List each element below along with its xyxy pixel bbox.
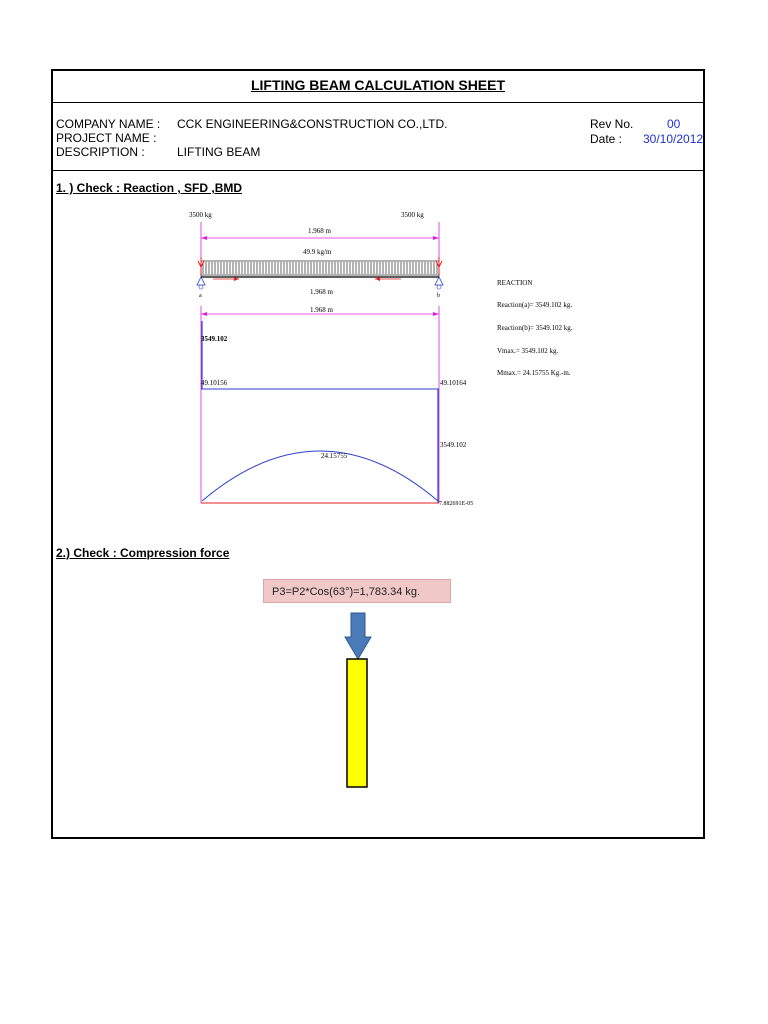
span-low-label: 1.968 m [310,306,333,314]
span-top-label: 1.968 m [308,227,331,235]
company-value: CCK ENGINEERING&CONSTRUCTION CO.,LTD. [177,117,448,131]
calculation-sheet [51,69,705,839]
udl-label: 49.9 kg/m [303,248,332,256]
load-right-label: 3500 kg [401,211,424,219]
date-label: Date : [590,132,623,146]
span-mid-label: 1.968 m [310,288,333,296]
support-b-icon [435,277,443,289]
bmd-peak-label: 24.15755 [321,452,348,460]
header-divider [53,170,703,171]
sfd-right-low-label: 3549.102 [440,441,467,449]
sfd-left-top-label: 3549.102 [201,335,228,343]
reaction-a: Reaction(a)= 3549.102 kg. [497,301,573,309]
company-label: COMPANY NAME : [56,117,161,131]
project-label: PROJECT NAME : [56,131,157,145]
down-arrow-icon [345,613,371,659]
udl-hatch [203,262,437,274]
reaction-title: REACTION [497,279,533,287]
sfd-right-mid-label: 49.10164 [440,379,467,387]
description-value: LIFTING BEAM [177,145,261,159]
rev-label: Rev No. [590,117,634,131]
load-left-label: 3500 kg [189,211,212,219]
support-a-label: a [199,293,202,299]
mmax-value: Mmax.= 24.15755 Kg.-m. [497,369,571,377]
bmd-curve [202,451,438,501]
bmd-end-label: 7.882691E-05 [439,501,474,507]
reaction-b: Reaction(b)= 3549.102 kg. [497,324,573,332]
support-a-icon [197,277,205,289]
compression-member-diagram [333,611,393,791]
date-value: 30/10/2012 [643,132,704,146]
vmax-value: Vmax.= 3549.102 kg. [497,347,559,355]
section1-heading: 1. ) Check : Reaction , SFD ,BMD [56,181,243,195]
title-divider [53,102,703,103]
compression-formula: P3=P2*Cos(63°)=1,783.34 kg. [263,579,451,603]
sheet-title: LIFTING BEAM CALCULATION SHEET [250,77,506,93]
sfd-left-mid-label: 49.10156 [201,379,228,387]
rev-value: 00 [667,117,681,131]
support-b-label: b [437,293,440,299]
compression-member [347,659,367,787]
description-label: DESCRIPTION : [56,145,145,159]
beam-diagram [53,201,703,521]
section2-heading: 2.) Check : Compression force [56,546,230,560]
